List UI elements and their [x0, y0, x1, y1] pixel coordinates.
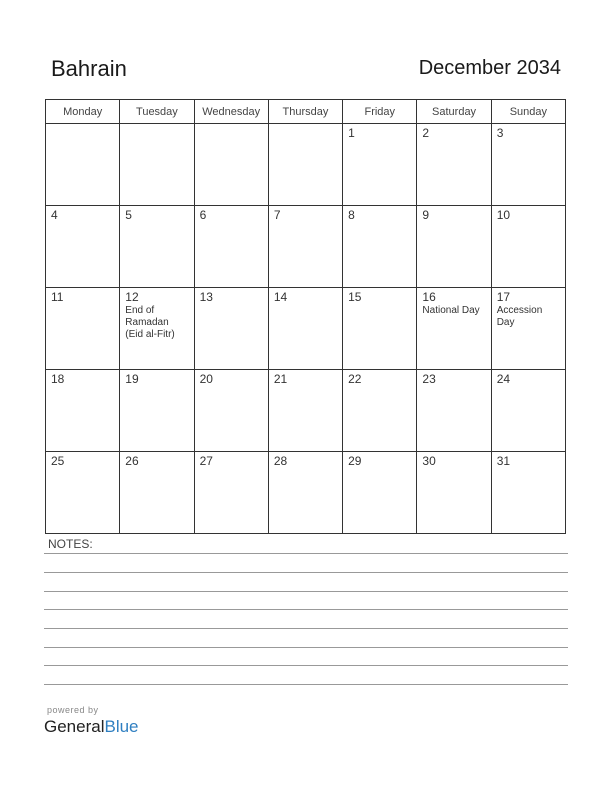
weekday-header: Sunday [491, 100, 565, 124]
weekday-header: Saturday [417, 100, 491, 124]
day-number: 12 [125, 290, 139, 304]
day-number: 26 [125, 454, 139, 468]
day-number: 31 [496, 454, 511, 468]
day-cell [194, 288, 268, 370]
day-cell [268, 452, 342, 534]
day-cell [343, 452, 417, 534]
day-cell [46, 370, 120, 452]
day-number: 5 [125, 208, 132, 222]
day-cell [343, 206, 417, 288]
day-number: 6 [199, 208, 207, 222]
holiday-label: End of Ramadan (Eid al-Fitr) [125, 305, 175, 340]
day-cell [343, 124, 417, 206]
day-cell [46, 288, 120, 370]
day-cell [491, 370, 565, 452]
week-row [46, 288, 566, 370]
day-cell [417, 124, 491, 206]
weekday-header: Tuesday [120, 100, 194, 124]
weekday-header: Wednesday [194, 100, 268, 124]
day-cell [417, 370, 491, 452]
note-line [44, 553, 568, 554]
day-number: 10 [496, 208, 511, 222]
day-number: 28 [273, 454, 288, 468]
day-number: 24 [496, 372, 511, 386]
notes-label: NOTES: [48, 537, 93, 551]
day-cell [491, 288, 565, 370]
day-number: 30 [422, 454, 436, 468]
day-cell [491, 206, 565, 288]
week-row [46, 206, 566, 288]
note-line [44, 684, 568, 685]
note-line [44, 628, 568, 629]
calendar-grid [45, 99, 566, 534]
note-line [44, 591, 568, 592]
weekday-header: Thursday [268, 100, 342, 124]
day-cell [343, 288, 417, 370]
day-number: 7 [273, 208, 281, 222]
day-number: 29 [348, 454, 362, 468]
day-cell [194, 452, 268, 534]
day-number: 22 [348, 372, 362, 386]
day-cell [46, 124, 120, 206]
day-number: 17 [496, 290, 511, 304]
day-cell [491, 452, 565, 534]
day-cell [120, 370, 194, 452]
day-number: 1 [348, 126, 355, 140]
day-number: 27 [199, 454, 213, 468]
weekday-header-row [46, 100, 566, 124]
day-cell [120, 452, 194, 534]
day-number: 11 [51, 290, 64, 304]
month-year-title: December 2034 [418, 57, 561, 79]
week-row [46, 124, 566, 206]
day-cell [268, 370, 342, 452]
powered-by-text: powered by [47, 705, 99, 715]
day-number: 20 [199, 372, 213, 386]
brand-general: General [44, 717, 105, 736]
day-number: 14 [273, 290, 288, 304]
country-title: Bahrain [51, 56, 127, 81]
day-cell [268, 288, 342, 370]
day-cell [120, 206, 194, 288]
note-line [44, 609, 568, 610]
day-number: 19 [125, 372, 139, 386]
day-number: 13 [199, 290, 213, 304]
holiday-label: National Day [422, 305, 480, 316]
day-number: 2 [422, 126, 430, 140]
brand-blue: Blue [104, 717, 139, 736]
day-number: 3 [496, 126, 504, 140]
day-cell [417, 452, 491, 534]
day-cell [46, 452, 120, 534]
note-line [44, 572, 568, 573]
week-row [46, 370, 566, 452]
day-number: 8 [348, 208, 355, 222]
day-cell [120, 288, 194, 370]
weekday-header: Monday [46, 100, 120, 124]
day-cell [194, 124, 268, 206]
day-cell [194, 370, 268, 452]
day-cell [268, 206, 342, 288]
day-cell [120, 124, 194, 206]
day-cell [343, 370, 417, 452]
day-number: 18 [51, 372, 65, 386]
brand-logo [44, 717, 139, 737]
day-number: 4 [51, 208, 58, 222]
day-number: 25 [51, 454, 65, 468]
day-cell [268, 124, 342, 206]
note-line [44, 665, 568, 666]
note-line [44, 647, 568, 648]
day-cell [194, 206, 268, 288]
day-cell [417, 206, 491, 288]
day-number: 23 [422, 372, 436, 386]
day-number: 21 [273, 372, 288, 386]
day-cell [491, 124, 565, 206]
week-row [46, 452, 566, 534]
day-cell [46, 206, 120, 288]
holiday-label: Accession Day [496, 305, 543, 328]
day-cell [417, 288, 491, 370]
day-number: 15 [348, 290, 362, 304]
weekday-header: Friday [343, 100, 417, 124]
day-number: 16 [422, 290, 436, 304]
day-number: 9 [422, 208, 430, 222]
